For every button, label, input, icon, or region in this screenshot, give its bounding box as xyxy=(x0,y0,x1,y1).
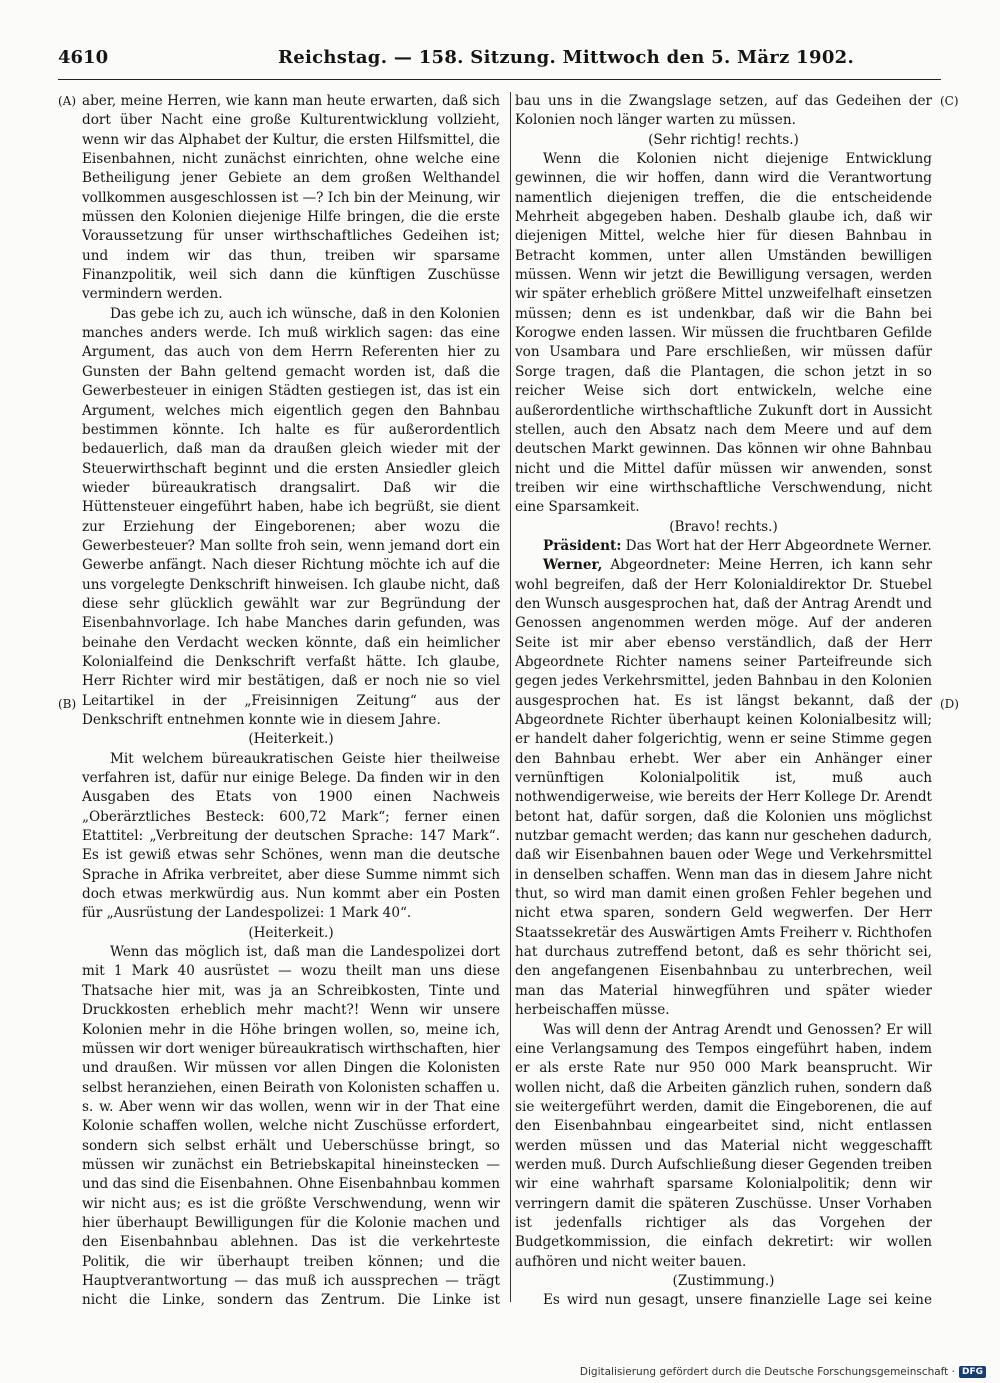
speaker-paragraph: Präsident: Das Wort hat der Herr Abgeordnete Werner. xyxy=(543,537,932,554)
margin-marker-b: (B) xyxy=(58,697,77,711)
margin-marker-a: (A) xyxy=(58,94,77,108)
paragraph: Es wird nun gesagt, unsere finanzielle Lage sei keine xyxy=(543,1292,932,1307)
speaker-paragraph: Werner, Abgeordneter: Meine Herren, ich kann sehr wohl begreifen, daß der Herr Kolonialdirektor Dr. Stuebel den Wunsch ausgesprochen hat, daß der Antrag Arendt und Genossen angenommen werden möge. Auf der anderen Seite ist mir aber ebenso verständlich, daß der Herr Abgeordnete Richter namens seiner Parteifreunde sich gegen jedes Verkehrsmittel, jeden Bahnbau in den Kolonien ausgesprochen hat. Es ist längst bekannt, daß der Abgeordnete Richter überhaupt keinen Kolonialbesitz will; er handelt daher folgerichtig, wenn er seine Stimme gegen den Bahnbau erhebt. Wer aber ein Anhänger einer vernünftigen Kolonialpolitik ist, muß auch nothwendigerweise, wie bereits der Herr Kollege Dr. Arendt betont hat, dafür sorgen, daß die Kolonien uns möglichst nutzbar gemacht werden; das kann nur geschehen dadurch, daß wir Eisenbahnen bauen oder Wege und Verkehrsmittel in denselben schaffen. Wenn man das in diesem Jahre nicht thut, so wird man damit einen großen Fehler begehen und nicht etwa sparen, sondern Geld wegwerfen. Der Herr Staatssekretär des Auswärtigen Amts Freiherr v. Richthofen hat durchaus zutreffend betont, daß es sehr thöricht sei, den angefangenen Eisenbahnbau zu unterbrechen, weil man das Material hinwegführen und später wieder herbeischaffen müsse. xyxy=(515,557,932,1019)
paragraph: aber, meine Herren, wie kann man heute erwarten, daß sich dort über Nacht eine große Kulturentwicklung vollzieht, wenn wir das Alphabet der Kultur, die ersten Hilfsmittel, die Eisenbahnen, nicht zunächst einrichten, ohne welche eine Betheiligung jener Gebiete an dem großen Welthandel vollkommen ausgeschlossen ist —? Ich bin der Meinung, wir müssen den Kolonien diejenige Hilfe bringen, die die erste Voraussetzung für unser wirthschaftliches Gedeihen ist; und indem wir das thun, treiben wir sparsame Finanzpolitik, weil sich dann die künftigen Zuschüsse vermindern werden. xyxy=(82,93,500,303)
interjection: (Sehr richtig! rechts.) xyxy=(648,131,799,148)
digitization-footer xyxy=(580,1366,986,1378)
paragraph: Was will denn der Antrag Arendt und Genossen? Er will eine Verlangsamung des Tempos eingeführt haben, indem er als erste Rate nur 950 000 Mark beansprucht. Wir wollen nicht, daß die Arbeiten gänzlich ruhen, sondern daß sie weitergeführt werden, damit die Eingeborenen, die auf den Eisenbahnbau eingearbeitet sind, nicht entlassen werden müssen und das Material nicht weggeschafft werden muß. Durch Aufschließung dieser Gegenden treiben wir eine wahrhaft sparsame Kolonialpolitik; denn wir verringern damit die späteren Zuschüsse. Unser Vorhaben ist jedenfalls richtiger als das Vorgehen der Budgetkommission, die einfach dekretirt: wir wollen aufhören und nicht weiter bauen. xyxy=(515,1021,932,1270)
paragraph: Mit welchem büreaukratischen Geiste hier theilweise verfahren ist, dafür nur einige Belege. Da finden wir in den Ausgaben des Etats von 1900 einen Nachweis „Oberärztliches Besteck: 600,72 Mark“; ferner einen Etattitel: „Verbreitung der deutschen Sprache: 147 Mark“. Es ist gewiß etwas sehr Schönes, wenn man die deutsche Sprache in Afrika verbreitet, aber diese Summe nimmt sich doch etwas merkwürdig aus. Nun kommt aber ein Posten für „Ausrüstung der Landespolizei: 1 Mark 40“. xyxy=(82,750,500,922)
paragraph: Wenn das möglich ist, daß man die Landespolizei dort mit 1 Mark 40 ausrüstet — wozu theilt man uns diese Thatsache hier mit, was ja an Schreibkosten, Tinte und Druckkosten erheblich mehr macht?! Wenn wir unsere Kolonien mehr in die Höhe bringen wollen, so, meine ich, müssen wir dort weniger büreaukratisch wirthschaften, hier und draußen. Wir müssen vor allen Dingen die Kolonisten selbst heranziehen, einen Beirath von Kolonisten schaffen u. s. w. Aber wenn wir das wollen, wenn wir in der That eine Kolonie schaffen wollen, welche nicht Zuschüsse erfordert, sondern sich selbst erhält und Ueberschüsse bringt, so müssen wir zunächst ein Betriebskapital hineinstecken — und das sind die Eisenbahnen. Ohne Eisenbahnbau kommen wir nicht aus; es ist die größte Verschwendung, wenn wir hier überhaupt Bewilligungen für die Kolonie machen und den Eisenbahnbau ablehnen. Das ist die verkehrteste Politik, die wir überhaupt treiben können; und die Hauptverantwortung — das muß ich aussprechen — trägt nicht die Linke, sondern das Zentrum. Die Linke ist xyxy=(82,944,500,1307)
margin-marker-d: (D) xyxy=(940,697,959,711)
running-title: Reichstag. — 158. Sitzung. Mittwoch den 5. März 1902. xyxy=(278,47,855,68)
interjection: (Heiterkeit.) xyxy=(248,731,334,748)
column-separator xyxy=(510,92,511,1302)
footer-text: Digitalisierung gefördert durch die Deutsche Forschungsgemeinschaft · xyxy=(579,1366,955,1378)
dfg-logo: DFG xyxy=(959,1366,986,1378)
right-column xyxy=(515,92,932,1307)
speaker-name: Präsident: xyxy=(543,537,622,554)
header-rule xyxy=(58,79,941,80)
interjection: (Zustimmung.) xyxy=(672,1272,775,1289)
paragraph: Wenn die Kolonien nicht diejenige Entwicklung gewinnen, die wir hoffen, dann wird die Verantwortung namentlich diejenigen treffen, die die entscheidende Mehrheit abgegeben haben. Deshalb glaube ich, daß wir diejenigen Mittel, welche hier für diesen Bahnbau in Betracht kommen, unter allen Umständen bewilligen müssen. Wenn wir jetzt die Bewilligung versagen, werden wir später erheblich größere Mittel unzweifelhaft einsetzen müssen; denn es ist undenkbar, daß wir die Bahn bei Korogwe enden lassen. Wir müssen die fruchtbaren Gefilde von Usambara und Pare erschließen, wir müssen dafür Sorge tragen, daß die Plantagen, die schon jetzt in so reicher Weise sich dort entwickeln, welche eine außerordentliche wirthschaftliche Zukunft dort in Aussicht stellen, auch den Absatz nach dem Meere und auf dem deutschen Markt gewinnen. Das können wir ohne Bahnbau nicht und die Mittel dafür müssen wir anwenden, sonst treiben wir eine wirthschaftliche Verschwendung, nicht eine Sparsamkeit. xyxy=(515,151,932,516)
page-header xyxy=(58,47,940,73)
speaker-name: Werner, xyxy=(543,557,603,574)
page-number: 4610 xyxy=(58,47,109,68)
paragraph: Das gebe ich zu, auch ich wünsche, daß in den Kolonien manches anders werde. Ich muß wirklich sagen: das eine Argument, das auch von dem Herrn Referenten hier zu Gunsten der Bahn geltend gemacht worden ist, daß die Gewerbesteuer in einigen Städten gestiegen ist, das ist ein Argument, welches mich eigentlich gegen den Bahnbau bestimmen könnte. Ich halte es für außerordentlich bedauerlich, daß man da draußen gleich wieder mit der Steuerwirthschaft beginnt und die ersten Ansiedler gleich wieder büreaukratisch drangsalirt. Daß wir die Hüttensteuer eingeführt haben, habe ich begrüßt, sie dient zur Erziehung der Eingeborenen; aber wozu die Gewerbesteuer? Man sollte froh sein, wenn jemand dort ein Gewerbe anfängt. Nach dieser Richtung möchte ich auf die uns vorgelegte Denkschrift hinweisen. Ich glaube nicht, daß diese sehr glücklich gewählt war zur Begründung der Eisenbahnvorlage. Ich habe Manches darin gefunden, was beinahe den Verdacht wecken könnte, daß ein heimlicher Kolonialfeind die Denkschrift verfaßt hätte. Ich glaube, Herr Richter wird mir bestätigen, daß er noch nie so viel Leitartikel in der „Freisinnigen Zeitung“ aus der Denkschrift entnehmen konnte wie in diesem Jahre. xyxy=(82,305,500,728)
interjection: (Bravo! rechts.) xyxy=(669,518,778,535)
interjection: (Heiterkeit.) xyxy=(248,924,334,941)
left-column xyxy=(82,92,500,1307)
paragraph: bau uns in die Zwangslage setzen, auf das Gedeihen der Kolonien noch länger warten zu müssen. xyxy=(515,93,932,129)
margin-marker-c: (C) xyxy=(940,94,959,108)
